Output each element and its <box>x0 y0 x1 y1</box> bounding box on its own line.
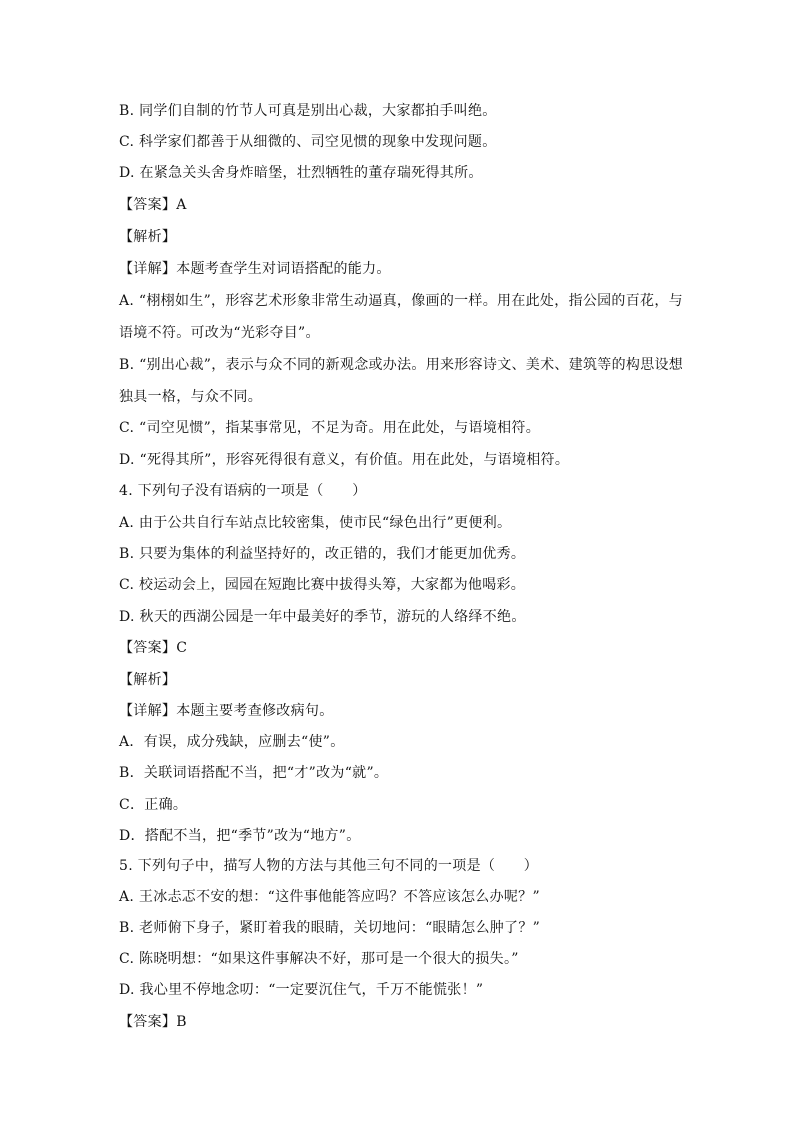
answer-q4: 【答案】C <box>119 640 188 656</box>
explanation-d-q4: D．搭配不当，把“季节”改为“地方”。 <box>119 828 361 844</box>
option-b-q4: B. 只要为集体的利益坚持好的，改正错的，我们才能更加优秀。 <box>119 546 526 562</box>
explanation-d-q3: D. “死得其所”，形容死得很有意义，有价值。用在此处，与语境相符。 <box>119 452 570 468</box>
detail-q3: 【详解】本题考查学生对词语搭配的能力。 <box>119 261 391 277</box>
explanation-c-q4: C．正确。 <box>119 797 188 813</box>
explanation-a-q4: A．有误，成分残缺，应删去“使”。 <box>119 734 345 750</box>
answer-q5: 【答案】B <box>119 1014 187 1030</box>
option-d-q3: D. 在紧急关头舍身炸暗堡，壮烈牺牲的董存瑞死得其所。 <box>119 165 483 181</box>
option-a-q5: A. 王冰忐忑不安的想：“这件事他能答应吗？不答应该怎么办呢？” <box>119 889 540 905</box>
explanation-a-q3: A. “栩栩如生”，形容艺术形象非常生动逼真，像画的一样。用在此处，指公园的百花，与 <box>119 293 683 309</box>
explanation-b-q3: B. “别出心裁”，表示与众不同的新观念或办法。用来形容诗文、美术、建筑等的构思设想 <box>119 357 684 373</box>
explanation-b-q4: B．关联词语搭配不当，把“才”改为“就”。 <box>119 765 389 781</box>
answer-q3: 【答案】A <box>119 197 187 213</box>
analysis-heading-q4: 【解析】 <box>119 672 177 688</box>
option-d-q4: D. 秋天的西湖公园是一年中最美好的季节，游玩的人络绎不绝。 <box>119 609 526 625</box>
question-5: 5. 下列句子中，描写人物的方法与其他三句不同的一项是（ ） <box>119 858 539 874</box>
option-a-q4: A. 由于公共自行车站点比较密集，使市民“绿色出行”更便利。 <box>119 515 512 531</box>
option-c-q3: C. 科学家们都善于从细微的、司空见惯的现象中发现问题。 <box>119 134 497 150</box>
explanation-b-q3-cont: 独具一格，与众不同。 <box>119 389 262 405</box>
explanation-a-q3-cont: 语境不符。可改为“光彩夺目”。 <box>119 325 320 341</box>
option-b-q5: B. 老师俯下身子，紧盯着我的眼睛，关切地问：“眼睛怎么肿了？” <box>119 920 541 936</box>
option-b-q3: B. 同学们自制的竹节人可真是别出心裁，大家都拍手叫绝。 <box>119 103 497 119</box>
option-d-q5: D. 我心里不停地念叨：“一定要沉住气，千万不能慌张！” <box>119 982 484 998</box>
analysis-heading-q3: 【解析】 <box>119 229 177 245</box>
question-4: 4. 下列句子没有语病的一项是（ ） <box>119 483 367 499</box>
option-c-q4: C. 校运动会上，园园在短跑比赛中拔得头筹，大家都为他喝彩。 <box>119 577 526 593</box>
option-c-q5: C. 陈晓明想：“如果这件事解决不好，那可是一个很大的损失。” <box>119 951 519 967</box>
explanation-c-q3: C. “司空见惯”，指某事常见，不足为奇。用在此处，与语境相符。 <box>119 420 541 436</box>
detail-q4: 【详解】本题主要考查修改病句。 <box>119 703 334 719</box>
